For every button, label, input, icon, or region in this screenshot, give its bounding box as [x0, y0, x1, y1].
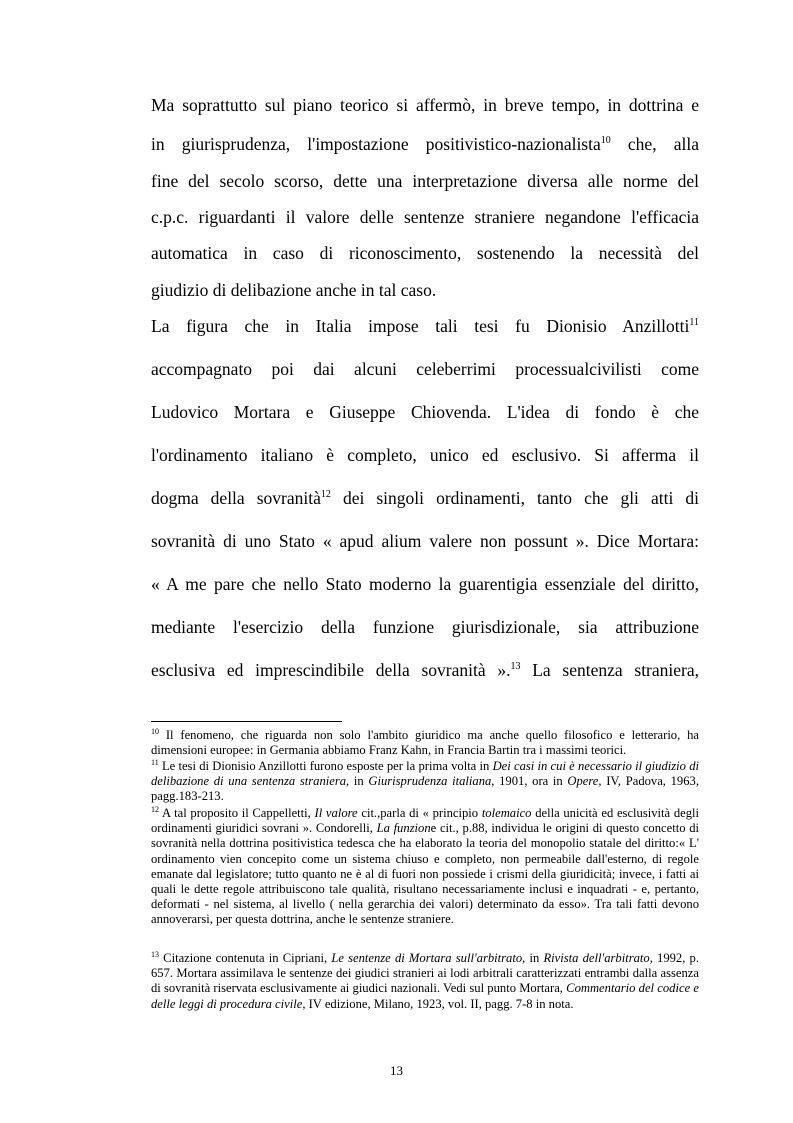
footnote-text: , in [522, 951, 544, 965]
footnote-emphasis: tolemaico [481, 806, 532, 820]
footnote-ref[interactable]: 12 [320, 489, 331, 500]
body-text: dogma della sovranità [151, 488, 321, 508]
footnote-ref[interactable]: 11 [689, 317, 699, 328]
footnote-number: 12 [151, 805, 159, 814]
footnote-citation-title: Giurisprudenza italiana [368, 774, 492, 789]
footnote-10 [151, 728, 699, 758]
footnote-text: Le tesi di Dionisio Anzillotti furono esposte per la prima volta in [158, 759, 493, 773]
body-text: La sentenza straniera, [520, 660, 699, 680]
footnote-text: , 1901, ora in [491, 774, 568, 789]
footnote-ref[interactable]: 13 [510, 661, 521, 672]
body-line: c.p.c. riguardanti il valore delle sentenze straniere negandone l'efficacia [151, 207, 699, 227]
footnote-citation-title: Rivista dell'arbitrato [543, 951, 650, 965]
footnote-text: A tal proposito il Cappelletti, [159, 806, 315, 820]
body-line [151, 315, 699, 337]
body-line: Ludovico Mortara e Giuseppe Chiovenda. L'idea di fondo è che [151, 402, 699, 422]
footnote-text: , in [346, 774, 369, 789]
footnote-13 [151, 951, 699, 1012]
footnote-number: 13 [151, 950, 159, 959]
footnote-11 [151, 759, 699, 805]
body-line [151, 487, 699, 509]
body-line [151, 659, 699, 681]
footnote-text: Citazione contenuta in Cipriani, [159, 951, 332, 965]
footnote-separator [151, 721, 342, 722]
body-text: La figura che in Italia impose tali tesi fu Dionisio Anzillotti [151, 316, 690, 336]
page-number: 13 [390, 1063, 403, 1078]
footnote-citation-title: Opere, [567, 774, 602, 789]
body-text: dei singoli ordinamenti, tanto che gli atti di [330, 488, 699, 508]
body-line: l'ordinamento italiano è completo, unico ed esclusivo. Si afferma il [151, 445, 699, 465]
footnote-number: 10 [151, 727, 159, 736]
body-line: accompagnato poi dai alcuni celeberrimi processualcivilisti come [151, 359, 699, 379]
body-line: giudizio di delibazione anche in tal caso. [151, 280, 437, 300]
footnote-citation-title: La funzion [376, 821, 431, 836]
body-text: in giurisprudenza, l'impostazione positivistico-nazionalista [151, 134, 601, 154]
footnote-12 [151, 806, 699, 928]
body-line: « A me pare che nello Stato moderno la guarentigia essenziale del diritto, [151, 574, 699, 594]
footnote-citation-title: Dei casi in cui è necessario il giudizio di delibazione di una sentenza straniera [151, 759, 699, 789]
body-text: esclusiva ed imprescindibile della sovranità ». [151, 660, 511, 680]
footnote-text: e cit., p.88, individua le origini di questo concetto di sovranità nella dottrina positivistica tedesca che ha elaborato la teoria del monopolio statale del diritto:« L' ordinamento vien concepito come un sistema chiuso e completo, non permeabile dall'esterno, di regole emanate dal legislatore; tutto quanto ne è al di fuori non possiede i crismi della giuridicità; invece, i fatti ai quali le dette regole attribuiscono tale qualità, risultano necessariamente inclusi e inquadrati - e, pertanto, deformati - nel sistema, al livello ( nella gerarchia dei valori) determinato da esso». Tra tali fatti devono annoverarsi, per questa dottrina, anche le sentenze straniere. [151, 821, 699, 927]
footnote-citation-title: Le sentenze di Mortara sull'arbitrato [331, 951, 523, 965]
footnote-text: IV, Padova, 1963, pagg.183-213. [151, 774, 699, 804]
footnote-number: 11 [151, 758, 159, 767]
footnote-text: della unicità ed esclusività degli ordinamenti giuridici sovrani ». Condorelli, [151, 806, 700, 836]
body-line [151, 133, 699, 155]
body-text: che, alla [610, 134, 699, 154]
footnote-text: , 1992, p. 657. Mortara assimilava le sentenze dei giudici stranieri ai lodi arbitrali caratterizzati entrambi dalla assenza di sovranità riservata esclusivamente ai giudici nazionali. Vedi sul punto Mortara, [151, 951, 699, 996]
body-line: Ma soprattutto sul piano teorico si affermò, in breve tempo, in dottrina e [151, 95, 699, 115]
body-line: mediante l'esercizio della funzione giurisdizionale, sia attribuzione [151, 617, 699, 637]
footnote-text: Il fenomeno, che riguarda non solo l'ambito giuridico ma anche quello filosofico e letterario, ha dimensioni europee: in Germania abbiamo Franz Kahn, in Francia Bartin tra i massimi teorici. [151, 728, 699, 758]
body-line: automatica in caso di riconoscimento, sostenendo la necessità del [151, 243, 699, 263]
footnote-citation-title: Il valore [314, 806, 358, 820]
footnote-text: , IV edizione, Milano, 1923, vol. II, pagg. 7-8 in nota. [302, 996, 574, 1011]
body-line: fine del secolo scorso, dette una interpretazione diversa alle norme del [151, 171, 699, 191]
footnote-ref[interactable]: 10 [600, 135, 611, 146]
footnote-text: cit.,parla di « principio [357, 806, 482, 820]
body-line: sovranità di uno Stato « apud alium valere non possunt ». Dice Mortara: [151, 531, 699, 551]
footnote-citation-title: Commentario del codice e delle leggi di procedura civile [151, 981, 699, 1011]
